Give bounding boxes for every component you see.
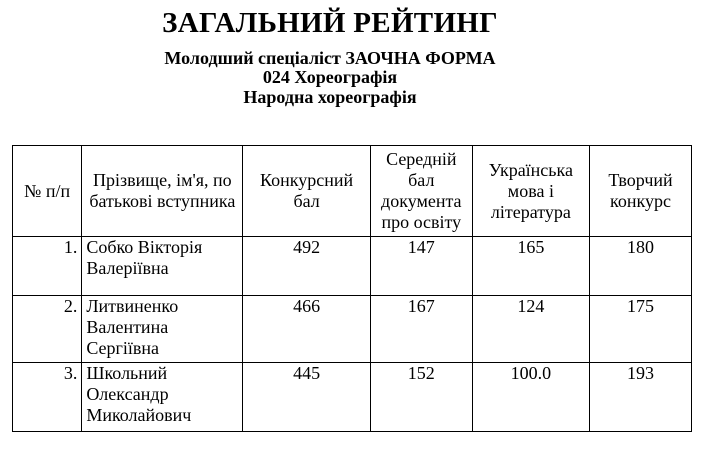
- competitive-score: 466: [243, 296, 370, 363]
- column-header-competitive-score: Конкурсний бал: [243, 146, 370, 237]
- row-number: 3.: [13, 363, 82, 432]
- applicant-name: Собко Вікторія Валеріївна: [82, 237, 243, 296]
- table-row: [13, 363, 692, 432]
- rating-table: [12, 145, 692, 432]
- subtitle-degree: Молодший спеціаліст ЗАОЧНА ФОРМА: [164, 48, 496, 68]
- competitive-score: 445: [243, 363, 370, 432]
- average-score: 152: [370, 363, 472, 432]
- column-header-ukrainian: Українська мова і література: [472, 146, 589, 237]
- applicant-name: Литвиненко Валентина Сергіївна: [82, 296, 243, 363]
- row-number: 2.: [13, 296, 82, 363]
- subtitle-specialty: 024 Хореографія: [262, 67, 398, 87]
- creative-score: 193: [590, 363, 692, 432]
- applicant-name: Школьний Олександр Миколайович: [82, 363, 243, 432]
- average-score: 147: [370, 237, 472, 296]
- column-header-number: № п/п: [13, 146, 82, 237]
- average-score: 167: [370, 296, 472, 363]
- page-title: ЗАГАЛЬНИЙ РЕЙТИНГ: [162, 7, 498, 39]
- row-number: 1.: [13, 237, 82, 296]
- table-row: [13, 237, 692, 296]
- ukrainian-score: 165: [472, 237, 589, 296]
- column-header-average-score: Середній бал документа про освіту: [370, 146, 472, 237]
- subtitle-program: Народна хореографія: [243, 87, 417, 107]
- table-row: [13, 296, 692, 363]
- ukrainian-score: 124: [472, 296, 589, 363]
- competitive-score: 492: [243, 237, 370, 296]
- ukrainian-score: 100.0: [472, 363, 589, 432]
- creative-score: 180: [590, 237, 692, 296]
- column-header-name: Прізвище, ім'я, по батькові вступника: [82, 146, 243, 237]
- table-header-row: [13, 146, 692, 237]
- column-header-creative: Творчий конкурс: [590, 146, 692, 237]
- creative-score: 175: [590, 296, 692, 363]
